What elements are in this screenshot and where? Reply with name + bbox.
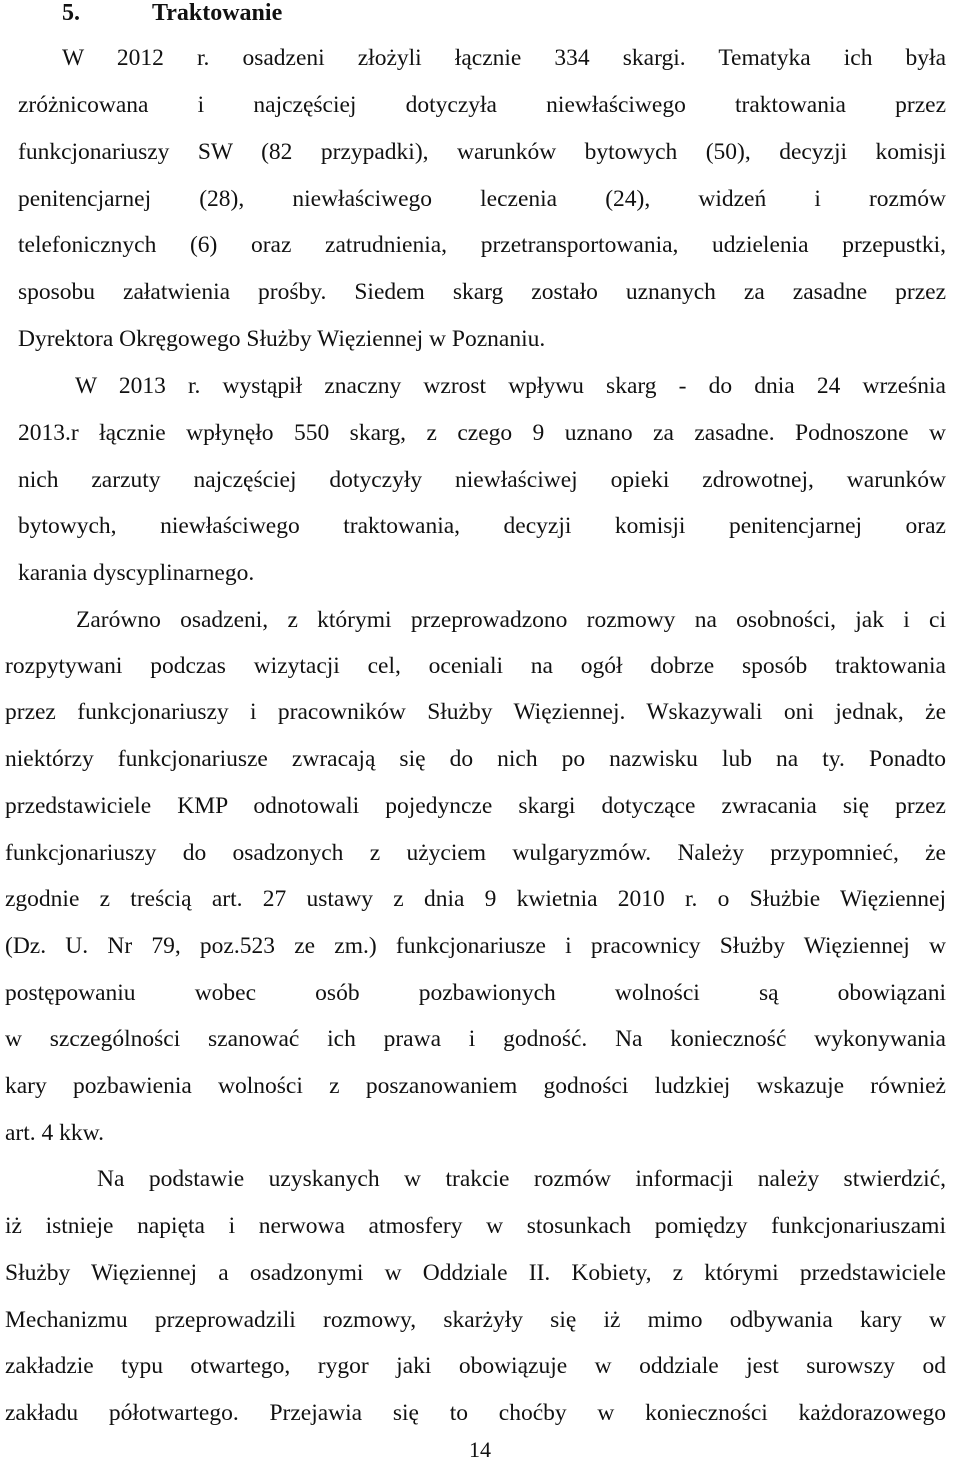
text-line: iż istnieje napięta i nerwowa atmosfery w stosunkach pomiędzy funkcjonariuszami xyxy=(5,1213,946,1239)
section-number: 5. xyxy=(62,0,80,26)
text-line: zróżnicowana i najczęściej dotyczyła niewłaściwego traktowania przez xyxy=(18,92,946,118)
text-line: Służby Więziennej a osadzonymi w Oddziale II. Kobiety, z którymi przedstawiciele xyxy=(5,1260,946,1286)
text-line: funkcjonariuszy SW (82 przypadki), warunków bytowych (50), decyzji komisji xyxy=(18,139,946,165)
text-line: postępowaniu wobec osób pozbawionych wolności są obowiązani xyxy=(5,980,946,1006)
text-line: przez funkcjonariuszy i pracowników Służby Więziennej. Wskazywali oni jednak, że xyxy=(5,699,946,725)
text-line: Na podstawie uzyskanych w trakcie rozmów informacji należy stwierdzić, xyxy=(97,1166,946,1192)
section-heading xyxy=(62,0,282,28)
section-title: Traktowanie xyxy=(152,0,283,26)
text-line: bytowych, niewłaściwego traktowania, decyzji komisji penitencjarnej oraz xyxy=(18,513,946,539)
text-line: sposobu załatwienia prośby. Siedem skarg zostało uznanych za zasadne przez xyxy=(18,279,946,305)
text-line: niektórzy funkcjonariusze zwracają się do nich po nazwisku lub na ty. Ponadto xyxy=(5,746,946,772)
text-line: funkcjonariuszy do osadzonych z użyciem wulgaryzmów. Należy przypomnieć, że xyxy=(5,840,946,866)
text-line: zakładu półotwartego. Przejawia się to choćby w konieczności każdorazowego xyxy=(5,1400,946,1426)
text-line: penitencjarnej (28), niewłaściwego leczenia (24), widzeń i rozmów xyxy=(18,186,946,212)
text-line: 2013.r łącznie wpłynęło 550 skarg, z czego 9 uznano za zasadne. Podnoszone w xyxy=(18,420,946,446)
text-line: przedstawiciele KMP odnotowali pojedyncze skargi dotyczące zwracania się przez xyxy=(5,793,946,819)
text-line: kary pozbawienia wolności z poszanowaniem godności ludzkiej wskazuje również xyxy=(5,1073,946,1099)
text-line: Dyrektora Okręgowego Służby Więziennej w Poznaniu. xyxy=(18,326,546,352)
text-line: art. 4 kkw. xyxy=(5,1120,104,1146)
text-line: W 2013 r. wystąpił znaczny wzrost wpływu skarg - do dnia 24 września xyxy=(75,373,946,399)
text-line: Zarówno osadzeni, z którymi przeprowadzono rozmowy na osobności, jak i ci xyxy=(76,607,946,633)
text-line: W 2012 r. osadzeni złożyli łącznie 334 skargi. Tematyka ich była xyxy=(62,45,946,71)
text-line: karania dyscyplinarnego. xyxy=(18,560,255,586)
page-number: 14 xyxy=(469,1437,491,1462)
text-line: zakładzie typu otwartego, rygor jaki obowiązuje w oddziale jest surowszy od xyxy=(5,1353,946,1379)
text-line: nich zarzuty najczęściej dotyczyły niewłaściwej opieki zdrowotnej, warunków xyxy=(18,467,946,493)
text-line: zgodnie z treścią art. 27 ustawy z dnia 9 kwietnia 2010 r. o Służbie Więziennej xyxy=(5,886,946,912)
text-line: w szczególności szanować ich prawa i godność. Na konieczność wykonywania xyxy=(5,1026,946,1052)
text-line: telefonicznych (6) oraz zatrudnienia, przetransportowania, udzielenia przepustki, xyxy=(18,232,946,258)
text-line: rozpytywani podczas wizytacji cel, oceniali na ogół dobrze sposób traktowania xyxy=(5,653,946,679)
text-line: (Dz. U. Nr 79, poz.523 ze zm.) funkcjonariusze i pracownicy Służby Więziennej w xyxy=(5,933,946,959)
text-line: Mechanizmu przeprowadzili rozmowy, skarżyły się iż mimo odbywania kary w xyxy=(5,1307,946,1333)
